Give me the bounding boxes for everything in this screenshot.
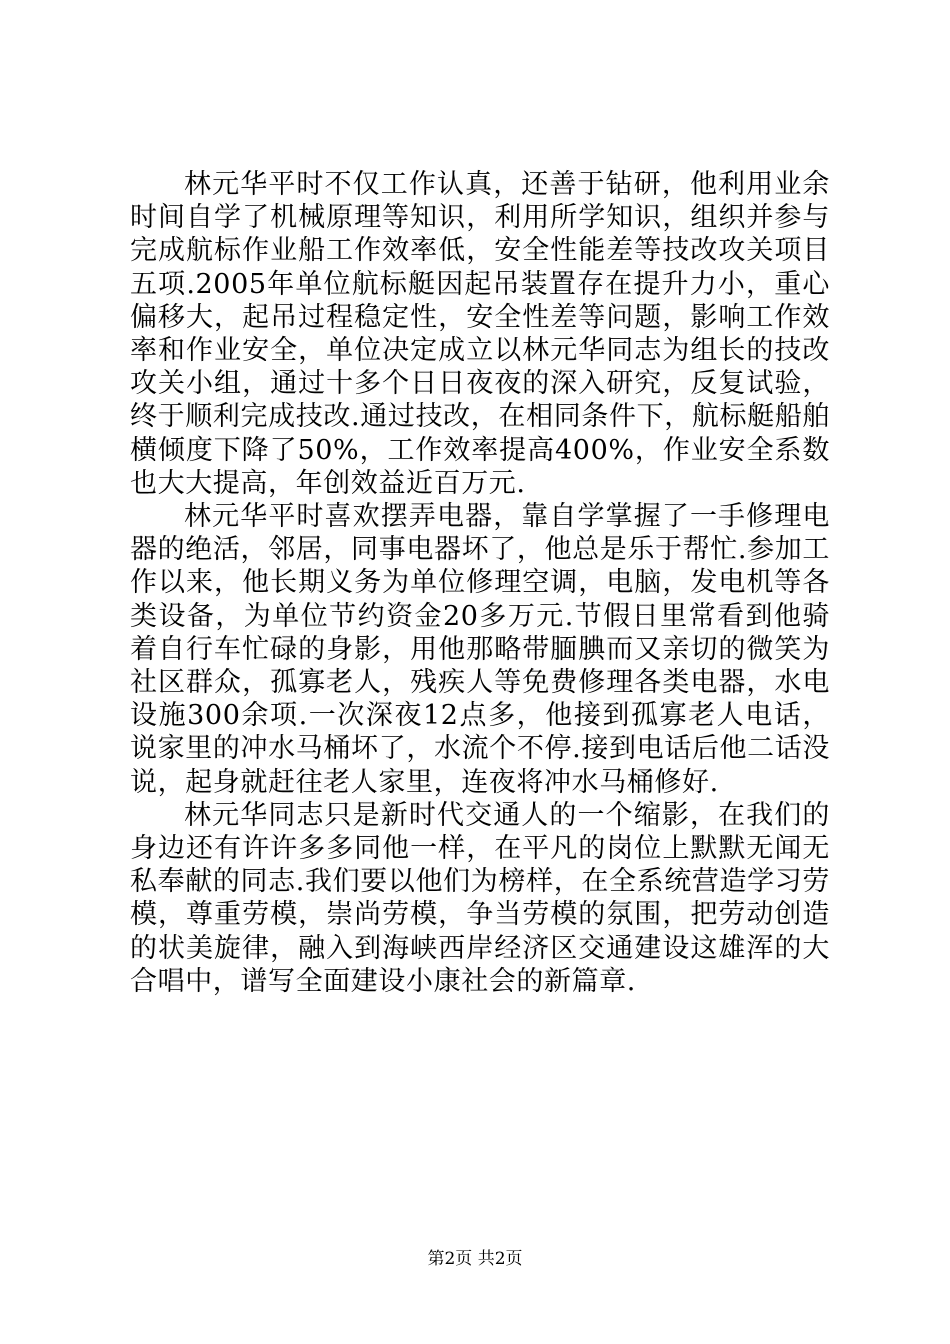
paragraph-1: 林元华平时不仅工作认真，还善于钻研，他利用业余时间自学了机械原理等知识，利用所学知识，组织并参与完成航标作业船工作效率低，安全性能差等技改攻关项目五项.2005年单位航标艇因起吊装置存在提升力小，重心偏移大，起吊过程稳定性，安全性差等问题，影响工作效率和作业安全，单位决定成立以林元华同志为组长的技改攻关小组，通过十多个日日夜夜的深入研究，反复试验，终于顺利完成技改.通过技改，在相同条件下，航标艇船舶横倾度下降了50%，工作效率提高400%，作业安全系数也大大提高，年创效益近百万元. bbox=[130, 169, 830, 499]
page-footer: 第2页 共2页 bbox=[427, 1249, 523, 1269]
paragraph-2: 林元华平时喜欢摆弄电器，靠自学掌握了一手修理电器的绝活，邻居，同事电器坏了，他总是乐于帮忙.参加工作以来，他长期义务为单位修理空调，电脑，发电机等各类设备，为单位节约资金20多万元.节假日里常看到他骑着自行车忙碌的身影，用他那略带腼腆而又亲切的微笑为社区群众，孤寡老人，残疾人等免费修理各类电器，水电设施300余项.一次深夜12点多，他接到孤寡老人电话，说家里的冲水马桶坏了，水流个不停.接到电话后他二话没说，起身就赶往老人家里，连夜将冲水马桶修好. bbox=[130, 501, 830, 798]
document-body bbox=[130, 168, 830, 998]
paragraph-3: 林元华同志只是新时代交通人的一个缩影，在我们的身边还有许许多多同他一样，在平凡的岗位上默默无闻无私奉献的同志.我们要以他们为榜样，在全系统营造学习劳模，尊重劳模，崇尚劳模，争当劳模的氛围，把劳动创造的状美旋律，融入到海峡西岸经济区交通建设这雄浑的大合唱中，谱写全面建设小康社会的新篇章. bbox=[130, 799, 830, 997]
